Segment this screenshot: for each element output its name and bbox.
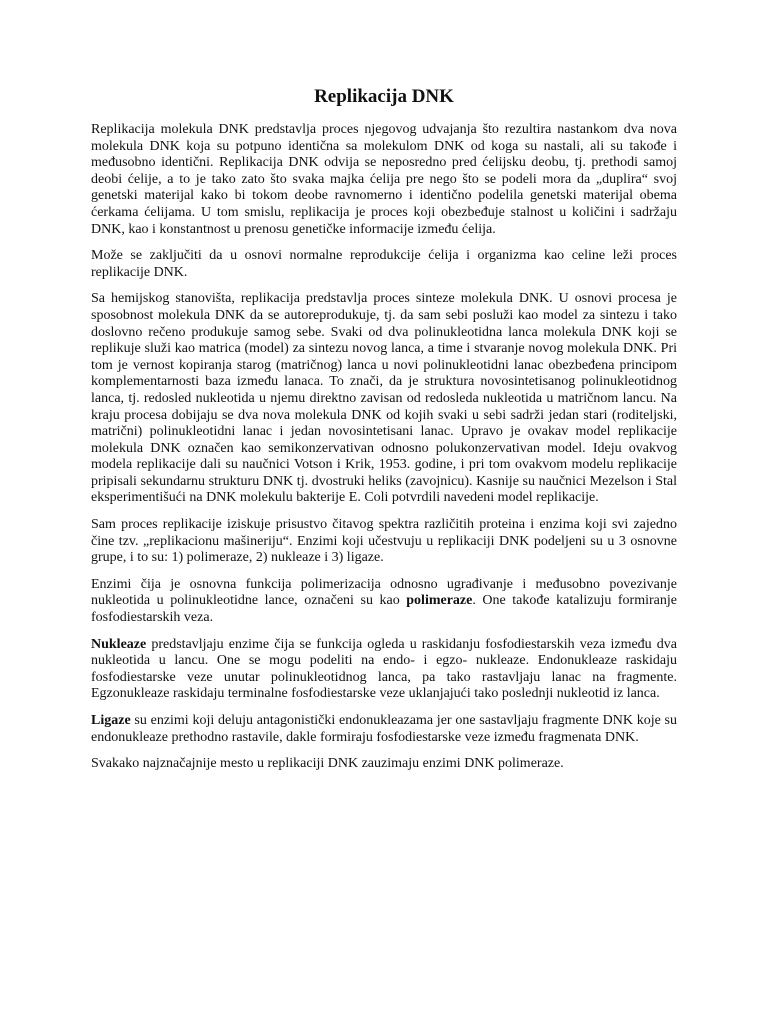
paragraph-chemistry: Sa hemijskog stanovišta, replikacija predstavlja proces sinteze molekula DNK. U osnovi procesa je sposobnost molekula DNK da se autoreprodukuje, tj. da sam sebi posluži kao model za sintezu i tako doslovno rečeno produkuje samog sebe. Svaki od dva polinukleotidna lanca molekula DNK koji se replikuje služi kao matrica (model) za sintezu novog lanca, a time i stvaranje novog molekula DNK. Pri tom je vernost kopiranja starog (matričnog) lanca u novi polinukleotidni lanac obezbeđena principom komplementarnosti baza između lanaca. To znači, da je struktura novosintetisanog polinukleotidnog lanca, tj. redosled nukleotida u njemu direktno zavisan od redosleda nukleotida u matričnom lancu. Na kraju procesa dobijaju se dva nova molekula DNK od kojih svaki u sebi sadrži jedan stari (roditeljski, matrični) polinukleotidni lanac i jedan novosintetisani lanac. Upravo je ovakav model replikacije molekula DNK označen kao semikonzervativan odnosno polukonzervativan model. Ideju ovakvog modela replikacije dali su naučnici Votson i Krik, 1953. godine, i pri tom ovakvom modelu replikacije pripisali sekundarnu strukturu DNK tj. dvostruki heliks (zavojnicu). Kasnije su naučnici Mezelson i Stal eksperimentišući na DNK molekulu bakterije E. Coli potvrdili navedeni model replikacije. (91, 291, 677, 506)
polymerases-text-before: Enzimi čija je osnovna funkcija polimerizacija odnosno ugrađivanje i međusobno povezivanje nukleotida u polinukleotidne lance, označeni su kao (91, 576, 677, 609)
nucleases-text: predstavljaju enzime čija se funkcija ogleda u raskidanju fosfodiestarskih veza između dva nukleotida u lancu. One se mogu podeliti na endo- i egzo- nukleaze. Endonukleaze raskidaju fosfodiestarske veze unutar polinukleotidnog lanca, pa tako rastavljaju lanac na fragmente. Egzonukleaze raskidaju terminalne fosfodiestarske veze uklanjajući tako poslednji nukleotid iz lanca. (91, 636, 677, 702)
paragraph-nucleases (91, 637, 677, 703)
paragraph-ligases (91, 713, 677, 746)
ligases-term: Ligaze (91, 713, 131, 728)
polymerases-text-after: . One takođe katalizuju formiranje fosfodiestarskih veza. (91, 593, 677, 626)
paragraph-conclusion: Može se zaključiti da u osnovi normalne reprodukcije ćelija i organizma kao celine leži proces replikacije DNK. (91, 248, 677, 280)
polymerases-term: polimeraze (406, 593, 473, 609)
paragraph-final: Svakako najznačajnije mesto u replikaciji DNK zauzimaju enzimi DNK polimeraze. (91, 756, 564, 772)
ligases-text: su enzimi koji deluju antagonistički endonukleazama jer one sastavljaju fragmente DNK koje su endonukleaze prethodno rastavile, dakle formiraju fosfodiestarske veze između fragmenata DNK. (91, 713, 677, 745)
nucleases-term: Nukleaze (91, 636, 147, 652)
document-title: Replikacija DNK (314, 86, 454, 107)
paragraph-replication-machinery: Sam proces replikacije iziskuje prisustvo čitavog spektra različitih proteina i enzima koji svi zajedno čine tzv. „replikacionu mašineriju“. Enzimi koji učestvuju u replikaciji DNK podeljeni su u 3 osnovne grupe, i to su: 1) polimeraze, 2) nukleaze i 3) ligaze. (91, 517, 677, 566)
paragraph-polymerases (91, 577, 677, 627)
paragraph-intro: Replikacija molekula DNK predstavlja proces njegovog udvajanja što rezultira nastankom dva nova molekula DNK koja su potpuno identična sa molekulom DNK od koga su nastali, ali su takođe i međusobno identični. Replikacija DNK odvija se neposredno pred ćelijsku deobu, tj. prethodi samoj deobi ćelije, a to je tako zato što svaka majka ćelija pre nego što se podeli mora da „duplira“ svoj genetski materijal kako bi tokom deobe ravnomerno i identično podelila genetski materijal obema ćerkama ćelijama. U tom smislu, replikacija je proces koji obezbeđuje stalnost u količini i sadržaju DNK, kao i konstantnost u prenosu genetičke informacije između ćelija. (91, 122, 677, 237)
